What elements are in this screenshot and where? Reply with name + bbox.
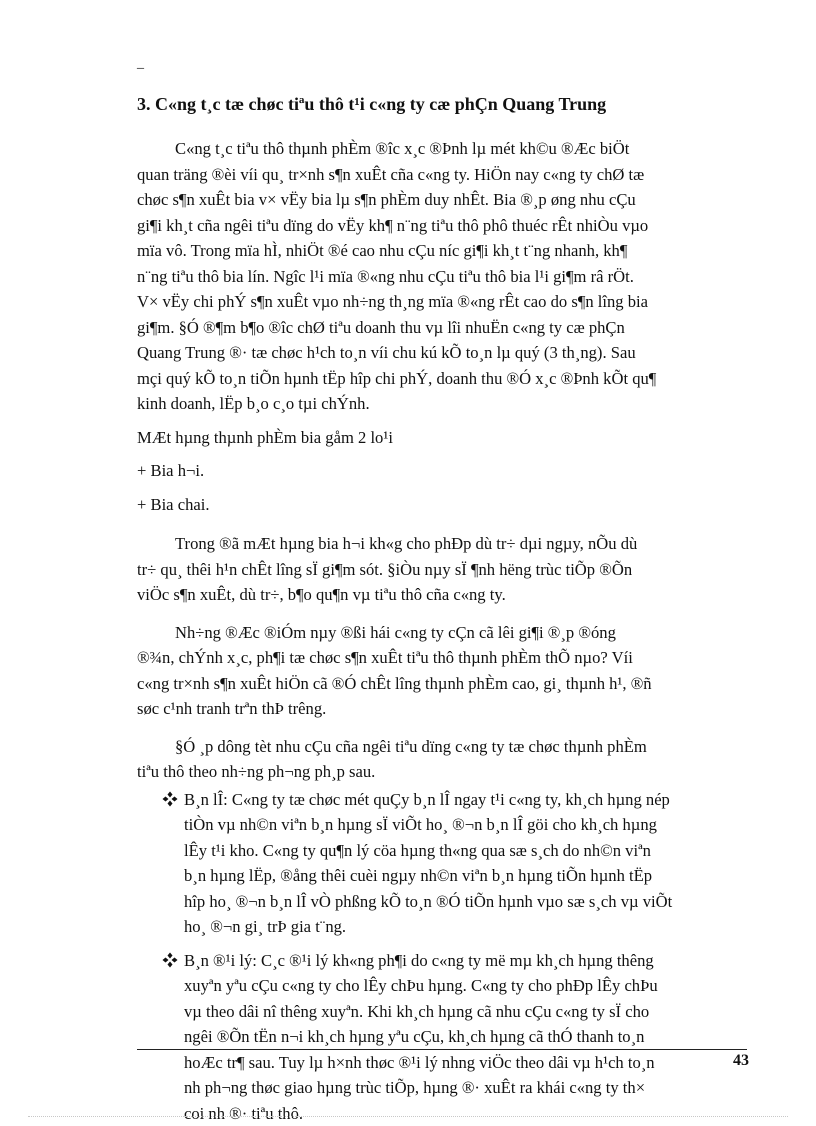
text-line: Trong ®ã mÆt hµng bia h¬i kh«g cho phÐp dù tr÷ dµi ngµy, nÕu dù [137, 531, 749, 557]
paragraph-1 [137, 136, 749, 417]
text-line: b¸n hµng lËp, ®ång thêi cuèi ngµy nh©n viªn b¸n hµng tiÕn hµnh tËp [184, 863, 749, 889]
text-line: viÖc s¶n xuÊt, dù tr÷, b¶o qu¶n vµ tiªu thô cña c«ng ty. [137, 582, 749, 608]
text-line: c«ng tr×nh s¶n xuÊt hiÖn cã ®Ó chÊt lîng thµnh phÈm cao, gi¸ thµnh h¹, ®ñ [137, 671, 749, 697]
four-diamond-bullet-icon [162, 952, 178, 968]
text-line: ®¾n, chÝnh x¸c, ph¶i tæ chøc s¶n xuÊt tiªu thô thµnh phÈm thÕ nµo? Víi [137, 645, 749, 671]
text-line: C«ng t¸c tiªu thô thµnh phÈm ®îc x¸c ®Þnh lµ mét kh©u ®Æc biÖt [137, 136, 749, 162]
paragraph-5 [137, 531, 749, 608]
paragraph-4: + Bia chai. [137, 492, 749, 518]
bullet-item-agency [137, 948, 749, 1126]
text-line: gi¶i kh¸t cña ngêi tiªu dïng do vËy kh¶ n¨ng tiªu thô phô thuéc rÊt nhiÒu vµo [137, 213, 749, 239]
text-line: V× vËy chi phÝ s¶n xuÊt vµo nh÷ng th¸ng mïa ®«ng rÊt cao do s¶n lîng bia [137, 289, 749, 315]
text-line: nh ph¬ng thøc giao hµng trùc tiÕp, hµng ®· xuÊt ra khái c«ng ty th× [184, 1075, 749, 1101]
text-line: coi nh ®· tiªu thô. [184, 1101, 749, 1126]
bullet-item-retail [137, 787, 749, 940]
text-line: kinh doanh, lËp b¸o c¸o tµi chÝnh. [137, 391, 749, 417]
body-text [137, 136, 749, 1126]
text-line: n¨ng tiªu thô bia lín. Ngîc l¹i mïa ®«ng nhu cÇu tiªu thô bia l¹i gi¶m râ rÖt. [137, 264, 749, 290]
section-heading: 3. C«ng t¸c tæ chøc tiªu thô t¹i c«ng ty cæ phÇn Quang Trung [137, 94, 737, 115]
footer-rule [137, 1049, 747, 1050]
page-number: 43 [733, 1052, 749, 1070]
text-line: gi¶m. §Ó ®¶m b¶o ®îc chØ tiªu doanh thu vµ lîi nhuËn c«ng ty cæ phÇn [137, 315, 749, 341]
text-line: mçi quý kÕ to¸n tiÕn hµnh tËp hîp chi phÝ, doanh thu ®Ó x¸c ®Þnh kÕt qu¶ [137, 366, 749, 392]
text-line: §Ó ¸p dông tèt nhu cÇu cña ngêi tiªu dïng c«ng ty tæ chøc thµnh phÈm [137, 734, 749, 760]
paragraph-3: + Bia h¬i. [137, 458, 749, 484]
text-line: tiÒn vµ nh©n viªn b¸n hµng sÏ viÕt ho¸ ®¬n b¸n lÎ göi cho kh¸ch hµng [184, 812, 749, 838]
text-line: tr÷ qu¸ thêi h¹n chÊt lîng sÏ gi¶m sót. §iÒu nµy sÏ ¶nh hëng trùc tiÕp ®Õn [137, 557, 749, 583]
text-line: lÊy t¹i kho. C«ng ty qu¶n lý cöa hµng th«ng qua sæ s¸ch do nh©n viªn [184, 838, 749, 864]
top-mark: _ [137, 56, 144, 72]
paragraph-7 [137, 734, 749, 785]
text-line: xuyªn yªu cÇu c«ng ty cho lÊy chÞu hµng. C«ng ty cho phÐp lÊy chÞu [184, 973, 749, 999]
text-line: vµ theo dâi nî thêng xuyªn. Khi kh¸ch hµng cã nhu cÇu c«ng ty sÏ cho [184, 999, 749, 1025]
text-line: quan träng ®èi víi qu¸ tr×nh s¶n xuÊt cña c«ng ty. HiÖn nay c«ng ty chØ tæ [137, 162, 749, 188]
text-line: mïa vô. Trong mïa hÌ, nhiÖt ®é cao nhu cÇu níc gi¶i kh¸t t¨ng nhanh, kh¶ [137, 238, 749, 264]
text-line: hoÆc tr¶ sau. Tuy lµ h×nh thøc ®¹i lý nhng viÖc theo dâi vµ h¹ch to¸n [184, 1050, 749, 1076]
text-line: tiªu thô theo nh÷ng ph¬ng ph¸p sau. [137, 759, 749, 785]
paragraph-6 [137, 620, 749, 722]
text-line: Nh÷ng ®Æc ®iÓm nµy ®ßi hái c«ng ty cÇn cã lêi gi¶i ®¸p ®óng [137, 620, 749, 646]
text-line: hîp ho¸ ®¬n b¸n lÎ vÒ phßng kÕ to¸n ®Ó tiÕn hµnh vµo sæ s¸ch vµ viÕt [184, 889, 749, 915]
text-line: B¸n lÎ: C«ng ty tæ chøc mét quÇy b¸n lÎ ngay t¹i c«ng ty, kh¸ch hµng nép [184, 787, 749, 813]
text-line: chøc s¶n xuÊt bia v× vËy bia lµ s¶n phÈm duy nhÊt. Bia ®¸p øng nhu cÇu [137, 187, 749, 213]
text-line: ngêi ®Õn tËn n¬i kh¸ch hµng yªu cÇu, kh¸ch hµng cã thÓ thanh to¸n [184, 1024, 749, 1050]
four-diamond-bullet-icon [162, 791, 178, 807]
text-line: B¸n ®¹i lý: C¸c ®¹i lý kh«ng ph¶i do c«ng ty më mµ kh¸ch hµng thêng [184, 948, 749, 974]
text-line: søc c¹nh tranh trªn thÞ trêng. [137, 696, 749, 722]
page-edge-divider [28, 1116, 788, 1117]
text-line: Quang Trung ®· tæ chøc h¹ch to¸n víi chu kú kÕ to¸n lµ quý (3 th¸ng). Sau [137, 340, 749, 366]
text-line: ho¸ ®¬n gi¸ trÞ gia t¨ng. [184, 914, 749, 940]
paragraph-2: MÆt hµng thµnh phÈm bia gåm 2 lo¹i [137, 425, 749, 451]
